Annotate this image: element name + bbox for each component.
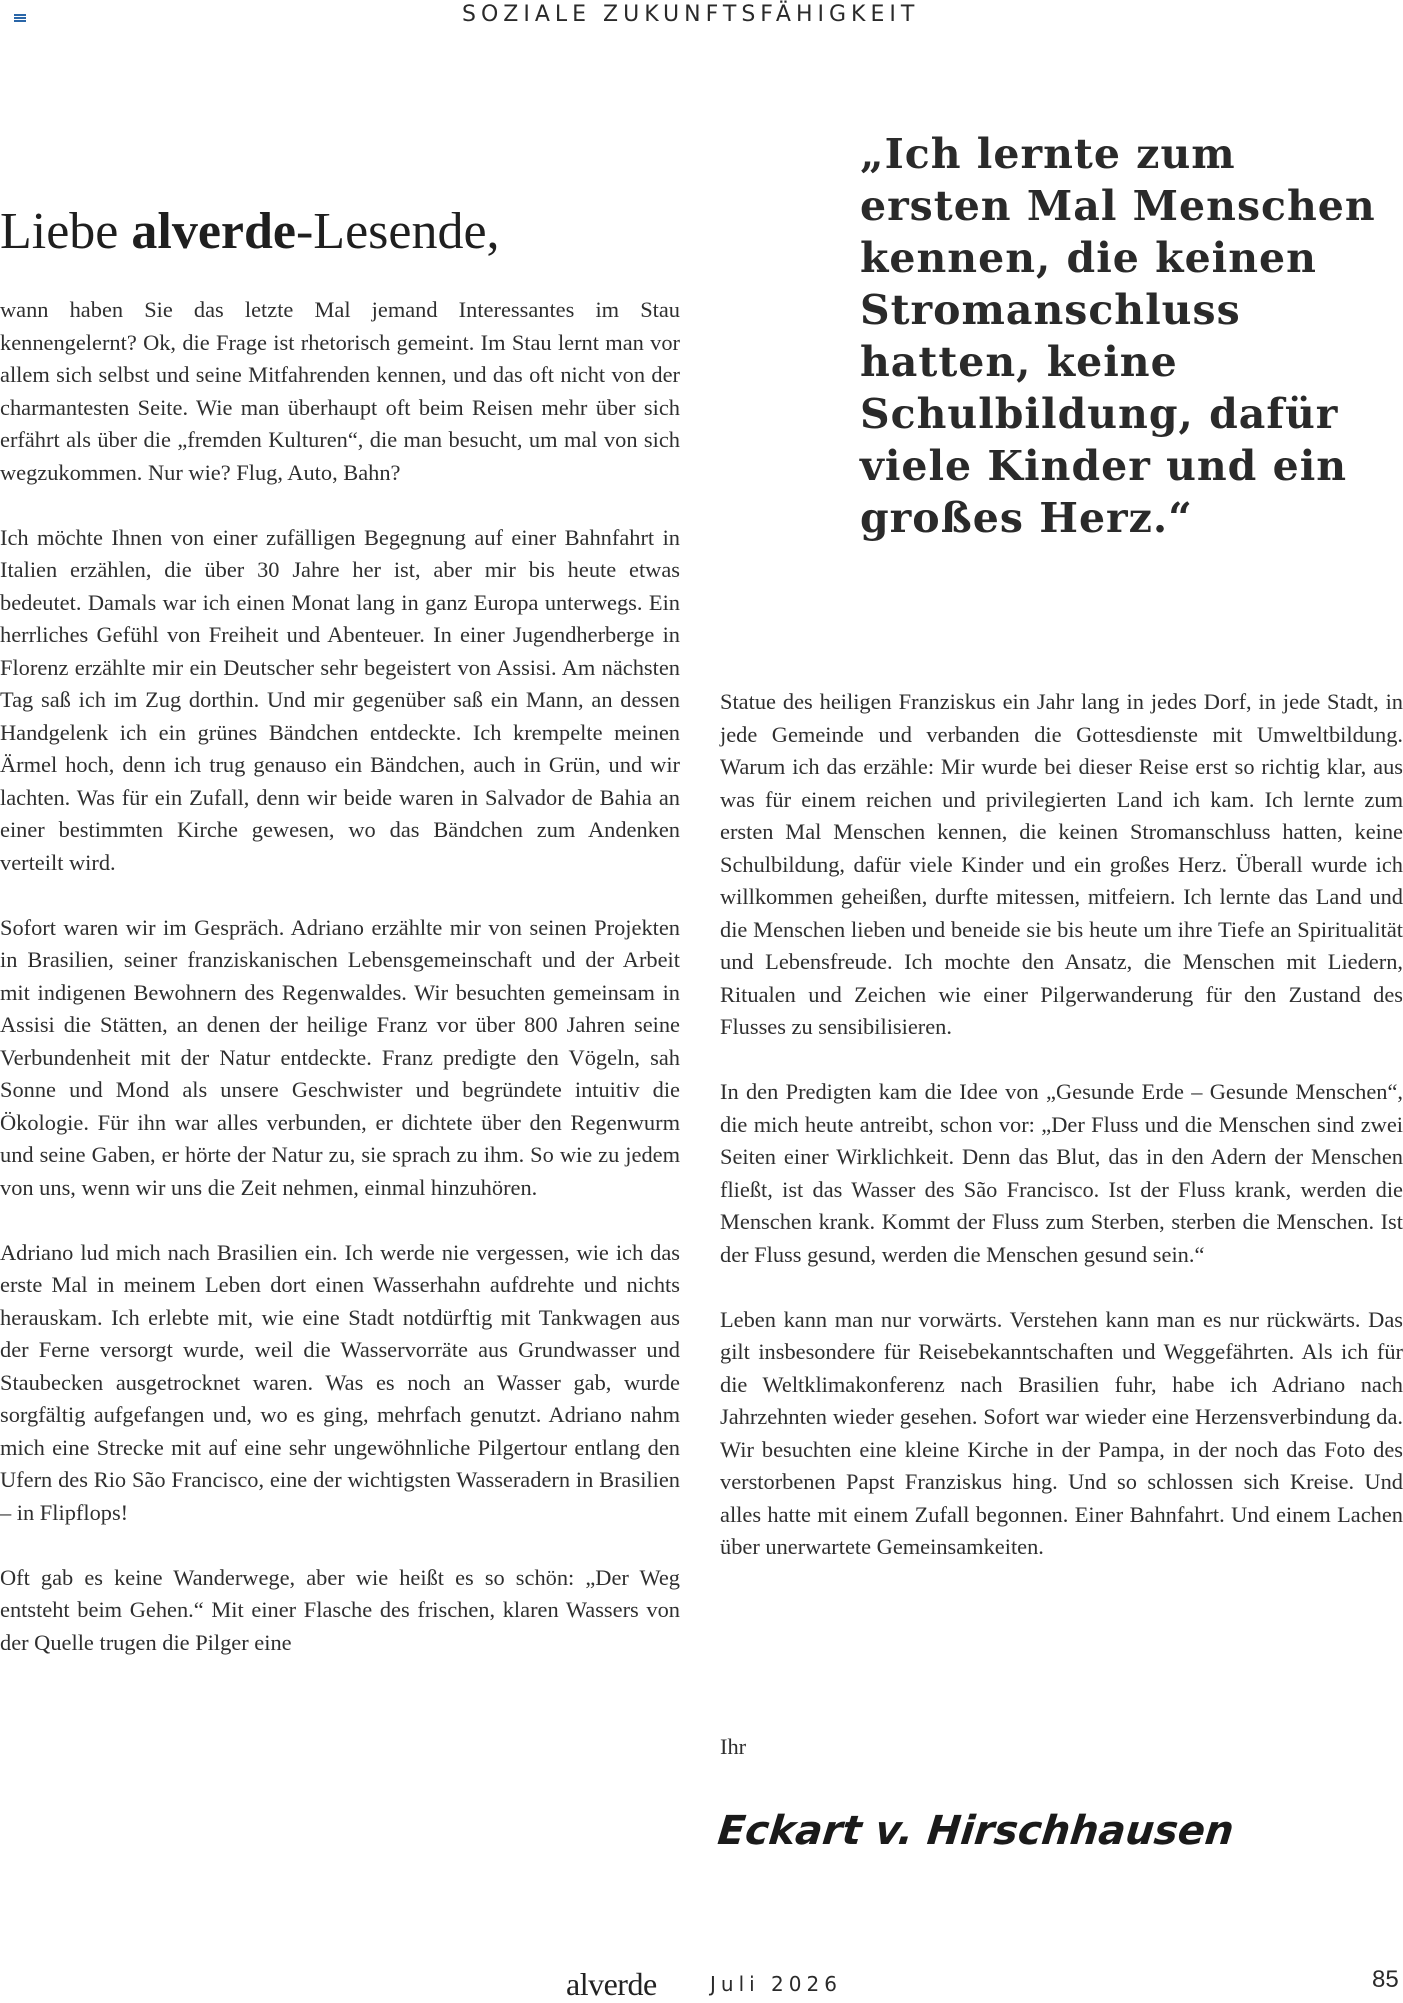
greeting-prefix: Liebe — [0, 203, 132, 260]
left-column — [0, 294, 680, 1659]
signature: Eckart v. Hirschhausen — [715, 1808, 1237, 1854]
greeting-brand: alverde — [131, 203, 296, 260]
body-paragraph: Sofort waren wir im Gespräch. Adriano erzählte mir von seinen Projekten in Brasilien, seiner franziskanischen Lebensgemeinschaft und der Arbeit mit indigenen Bewohnern des Regenwaldes. Wir besuchten gemeinsam in Assisi die Stätten, an denen der heilige Franz vor über 800 Jahren seine Verbundenheit mit der Natur entdeckte. Franz predigte den Vögeln, sah Sonne und Mond als unsere Geschwister und begründete intuitiv die Ökologie. Für ihn war alles verbunden, er dichtete über den Regenwurm und seine Gaben, er hörte der Natur zu, sie sprach zu ihm. So wie zu jedem von uns, wenn wir uns die Zeit nehmen, einmal hinzuhören. — [0, 914, 680, 1200]
greeting-heading — [0, 202, 500, 261]
body-paragraph: In den Predigten kam die Idee von „Gesunde Erde – Gesunde Menschen“, die mich heute antreibt, schon vor: „Der Fluss und die Menschen sind zwei Seiten einer Wirklichkeit. Denn das Blut, das in den Adern der Menschen fließt, ist das Wasser des São Francisco. Ist der Fluss krank, werden die Menschen krank. Kommt der Fluss zum Sterben, sterben die Menschen. Ist der Fluss gesund, werden die Menschen gesund sein.“ — [720, 1079, 1403, 1267]
footer-brand: alverde — [566, 1966, 657, 2002]
body-paragraph: wann haben Sie das letzte Mal jemand Interessantes im Stau kennengelernt? Ok, die Frage ist rhetorisch gemeint. Im Stau lernt man vor allem sich selbst und seine Mitfahrenden kennen, und das oft nicht von der charmantesten Seite. Wie man überhaupt oft beim Reisen mehr über sich erfährt als über die „fremden Kulturen“, die man besucht, um mal von sich wegzukommen. Nur wie? Flug, Auto, Bahn? — [0, 297, 680, 485]
closing: Ihr — [720, 1734, 747, 1759]
pull-quote: „Ich lernte zum ersten Mal Menschen kennen, die keinen Stromanschluss hatten, keine Schulbildung, dafür viele Kinder und ein großes Herz.“ — [860, 130, 1376, 542]
footer-date: Juli 2026 — [710, 1972, 842, 1996]
right-column — [720, 686, 1403, 1564]
body-paragraph: Statue des heiligen Franziskus ein Jahr lang in jedes Dorf, in jede Stadt, in jede Gemeinde und verbanden die Gottesdienste mit Umweltbildung. Warum ich das erzähle: Mir wurde bei dieser Reise erst so richtig klar, aus was für einem reichen und privilegierten Land ich kam. Ich lernte zum ersten Mal Menschen kennen, die keinen Stromanschluss hatten, keine Schulbildung, dafür viele Kinder und ein großes Herz. Überall wurde ich willkommen geheißen, durfte mitessen, mitfeiern. Ich lernte das Land und die Menschen lieben und beneide sie bis heute um ihre Tiefe an Spiritualität und Lebensfreude. Ich mochte den Ansatz, die Menschen mit Liedern, Ritualen und Zeichen wie einer Pilgerwanderung für den Zustand des Flusses zu sensibilisieren. — [720, 689, 1403, 1039]
page-number: 85 — [1372, 1966, 1399, 1993]
menu-icon — [14, 14, 26, 22]
body-paragraph: Oft gab es keine Wanderwege, aber wie heißt es so schön: „Der Weg entsteht beim Gehen.“ Mit einer Flasche des frischen, klaren Wassers von der Quelle trugen die Pilger eine — [0, 1564, 680, 1655]
body-paragraph: Adriano lud mich nach Brasilien ein. Ich werde nie vergessen, wie ich das erste Mal in meinem Leben dort einen Wasserhahn aufdrehte und nichts herauskam. Ich erlebte mit, wie eine Stadt notdürftig mit Tankwagen aus der Ferne versorgt wurde, weil die Wasservorräte aus Grundwasser und Staubecken ausgetrocknet waren. Was es noch an Wasser gab, wurde sorgfältig aufgefangen und, wo es ging, mehrfach genutzt. Adriano nahm mich eine Strecke mit auf eine sehr ungewöhnliche Pilgertour entlang den Ufern des Rio São Francisco, eine der wichtigsten Wasseradern in Brasilien – in Flipflops! — [0, 1239, 680, 1525]
body-paragraph: Leben kann man nur vorwärts. Verstehen kann man es nur rückwärts. Das gilt insbesondere für Reisebekanntschaften und Weggefährten. Als ich für die Weltklimakonferenz nach Brasilien fuhr, habe ich Adriano nach Jahrzehnten wieder gesehen. Sofort war wieder eine Herzensverbindung da. Wir besuchten eine kleine Kirche in der Pampa, in der noch das Foto des verstorbenen Papst Franziskus hing. Und so schlossen sich Kreise. Und alles hatte mit einem Zufall begonnen. Einer Bahnfahrt. Und einem Lachen über unerwartete Gemeinsamkeiten. — [720, 1306, 1403, 1559]
greeting-suffix: -Lesende, — [295, 203, 500, 260]
body-paragraph: Ich möchte Ihnen von einer zufälligen Begegnung auf einer Bahnfahrt in Italien erzählen, die über 30 Jahre her ist, aber mir bis heute etwas bedeutet. Damals war ich einen Monat lang in ganz Europa unterwegs. Ein herrliches Gefühl von Freiheit und Abenteuer. In einer Jugendherberge in Florenz erzählte mir ein Deutscher sehr begeistert von Assisi. Am nächsten Tag saß ich im Zug dorthin. Und mir gegenüber saß ein Mann, an dessen Handgelenk ich ein grünes Bändchen entdeckte. Ich krempelte meinen Ärmel hoch, denn ich trug genauso ein Bändchen, auch in Grün, und wir lachten. Was für ein Zufall, denn wir beide waren in Salvador de Bahia an einer bestimmten Kirche gewesen, wo das Bändchen zum Andenken verteilt wird. — [0, 524, 680, 875]
section-title: SOZIALE ZUKUNFTSFÄHIGKEIT — [462, 2, 920, 27]
